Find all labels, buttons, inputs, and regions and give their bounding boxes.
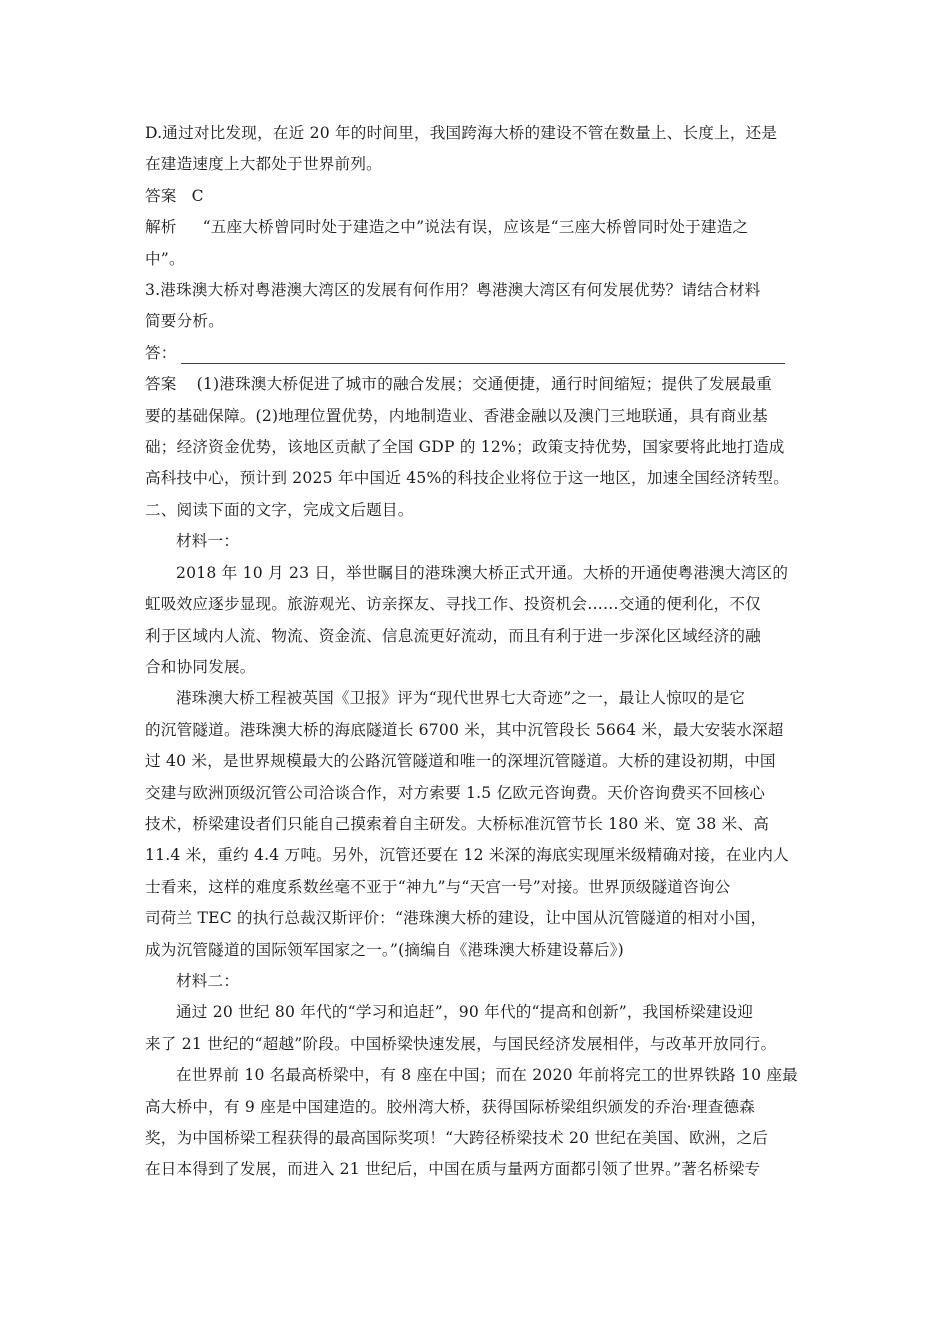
document-page xyxy=(145,118,811,1186)
m1-p1-line-4: 合和协同发展。 xyxy=(145,657,256,676)
m1-p2-line-6: 11.4 米，重约 4.4 万吨。另外，沉管还要在 12 米深的海底实现厘米级精确对接，在业内人 xyxy=(145,846,789,865)
m2-p2-line-4: 在日本得到了发展，而进入 21 世纪后，中国在质与量两方面都引领了世界。”著名桥梁专 xyxy=(145,1160,761,1179)
m1-p2-line-3: 过 40 米，是世界规模最大的公路沉管隧道和唯一的深埋沉管隧道。大桥的建设初期，中国 xyxy=(145,752,776,771)
answer-value: C xyxy=(191,186,204,205)
m1-p1-line-3: 利于区域内人流、物流、资金流、信息流更好流动，而且有利于进一步深化区域经济的融 xyxy=(145,626,761,645)
m1-p2-line-5: 技术，桥梁建设者们只能自己摸索着自主研发。大桥标准沉管节长 180 米、宽 38 米、高 xyxy=(145,814,770,833)
question-3-line-1: 3.港珠澳大桥对粤港澳大湾区的发展有何作用？粤港澳大湾区有何发展优势？请结合材料 xyxy=(145,281,761,300)
q3-answer-line-3: 础；经济资金优势，该地区贡献了全国 GDP 的 12%；政策支持优势，国家要将此地打造成 xyxy=(145,438,785,457)
m1-p2-line-1: 港珠澳大桥工程被英国《卫报》评为“现代世界七大奇迹”之一，最让人惊叹的是它 xyxy=(176,689,746,708)
m2-p2-line-2: 高大桥中，有 9 座是中国建造的。胶州湾大桥，获得国际桥梁组织颁发的乔治·理查德森 xyxy=(145,1097,755,1116)
analysis-text-line-2: 中”。 xyxy=(145,249,185,268)
analysis-row xyxy=(145,212,811,243)
m1-p1-line-2: 虹吸效应逐步显现。旅游观光、访亲探友、寻找工作、投资机会……交通的便利化，不仅 xyxy=(145,595,761,614)
q3-answer-line-1: (1)港珠澳大桥促进了城市的融合发展；交通便捷，通行时间缩短；提供了发展最重 xyxy=(196,375,773,394)
material-2-title: 材料二： xyxy=(176,971,240,990)
m1-p2-line-7: 士看来，这样的难度系数丝毫不亚于“神九”与“天宫一号”对接。世界顶级隧道咨询公 xyxy=(145,877,731,896)
analysis-text-line-1: “五座大桥曾同时处于建造之中”说法有误，应该是“三座大桥曾同时处于建造之 xyxy=(202,218,749,237)
section-heading: 二、阅读下面的文字，完成文后题目。 xyxy=(145,500,414,519)
q3-answer-line-2: 要的基础保障。(2)地理位置优势，内地制造业、香港金融以及澳门三地联通，具有商业基 xyxy=(145,406,768,425)
q3-answer-label: 答案 xyxy=(145,375,177,394)
m1-p1-line-1: 2018 年 10 月 23 日，举世瞩目的港珠澳大桥正式开通。大桥的开通使粤港澳大湾区的 xyxy=(176,563,789,582)
question-3-line-2: 简要分析。 xyxy=(145,312,224,331)
analysis-label: 解析 xyxy=(145,218,177,237)
m1-p2-line-9: 成为沉管隧道的国际领军国家之一。”(摘编自《港珠澳大桥建设幕后》) xyxy=(145,940,624,959)
q3-answer-line-4: 高科技中心，预计到 2025 年中国近 45%的科技企业将位于这一地区，加速全国经济转型。 xyxy=(145,469,789,488)
option-d-line-1: D.通过对比发现，在近 20 年的时间里，我国跨海大桥的建设不管在数量上、长度上，还是 xyxy=(145,124,778,142)
m2-p1-line-1: 通过 20 世纪 80 年代的“学习和追赶”，90 年代的“提高和创新”，我国桥梁建设迎 xyxy=(176,1003,754,1022)
answer-prompt: 答： xyxy=(145,343,177,362)
m2-p2-line-1: 在世界前 10 名最高桥梁中，有 8 座在中国；而在 2020 年前将完工的世界铁路 10 座最 xyxy=(176,1066,798,1085)
m2-p2-line-3: 奖，为中国桥梁工程获得的最高国际奖项！“大跨径桥梁技术 20 世纪在美国、欧洲，之后 xyxy=(145,1129,769,1147)
answer-blank-line[interactable] xyxy=(181,362,785,364)
m2-p1-line-2: 来了 21 世纪的“超越”阶段。中国桥梁快速发展，与国民经济发展相伴，与改革开放同行。 xyxy=(145,1034,777,1053)
option-d-line-2: 在建造速度上大都处于世界前列。 xyxy=(145,155,382,174)
answer-blank-row xyxy=(145,338,811,369)
m1-p2-line-2: 的沉管隧道。港珠澳大桥的海底隧道长 6700 米，其中沉管段长 5664 米，最大安装水深超 xyxy=(145,720,784,739)
q3-answer-row xyxy=(145,369,811,400)
answer-label: 答案 xyxy=(145,186,177,205)
m1-p2-line-8: 司荷兰 TEC 的执行总裁汉斯评价：“港珠澳大桥的建设，让中国从沉管隧道的相对小国， xyxy=(145,909,767,928)
material-1-title: 材料一： xyxy=(176,532,240,551)
m1-p2-line-4: 交建与欧洲顶级沉管公司洽谈合作，对方索要 1.5 亿欧元咨询费。天价咨询费买不回核心 xyxy=(145,783,766,802)
answer-row xyxy=(145,181,811,212)
